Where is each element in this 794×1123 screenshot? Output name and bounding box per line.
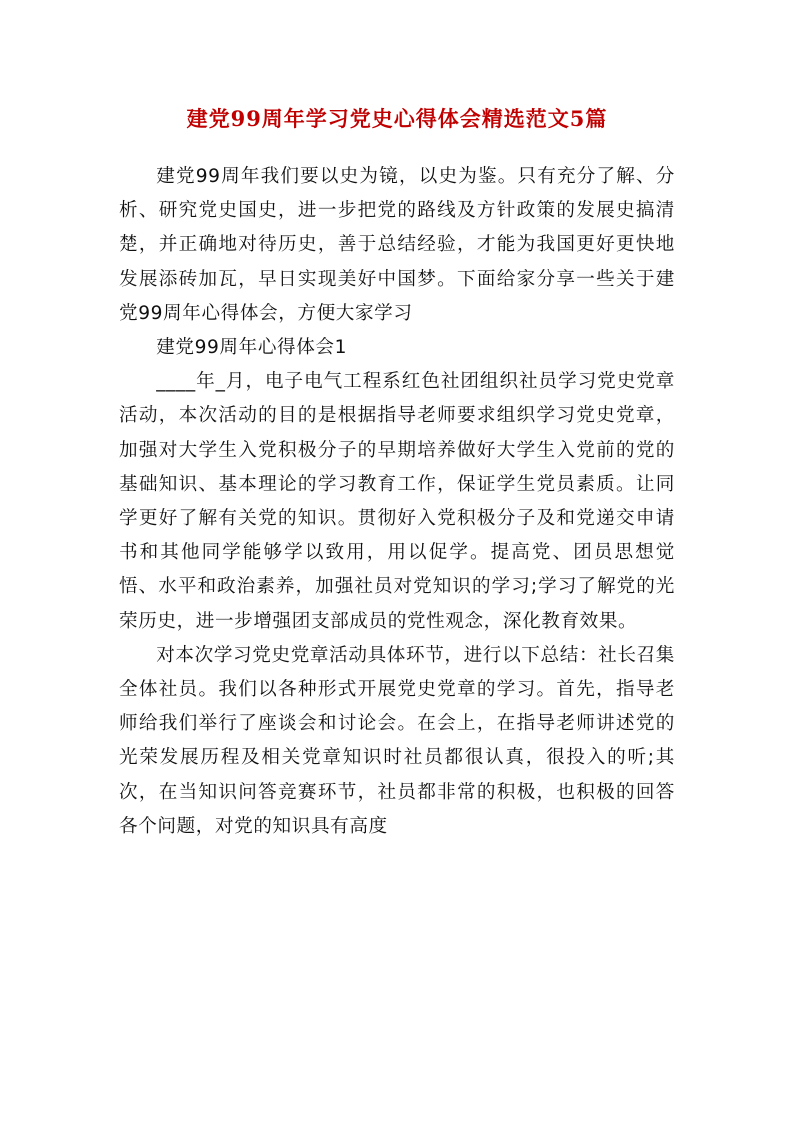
- body-paragraph: ____年_月，电子电气工程系红色社团组织社员学习党史党章活动，本次活动的目的是根据指导老师要求组织学习党史党章，加强对大学生入党积极分子的早期培养做好大学生入党前的党的基础知识、基本理论的学习教育工作，保证学生党员素质。让同学更好了解有关党的知识。贯彻好入党积极分子及和党递交申请书和其他同学能够学以致用，用以促学。提高党、团员思想觉悟、水平和政治素养，加强社员对党知识的学习;学习了解党的光荣历史，进一步增强团支部成员的党性观念，深化教育效果。: [119, 371, 675, 632]
- document-title: 建党99周年学习党史心得体会精选范文5篇: [186, 106, 608, 131]
- section-heading: 建党99周年心得体会1: [156, 337, 348, 359]
- document-body: [119, 160, 675, 844]
- intro-paragraph: 建党99周年我们要以史为镜，以史为鉴。只有充分了解、分析、研究党史国史，进一步把党的路线及方针政策的发展史搞清楚，并正确地对待历史，善于总结经验，才能为我国更好更快地发展添砖加瓦，早日实现美好中国梦。下面给家分享一些关于建党99周年心得体会，方便大家学习: [119, 166, 675, 324]
- body-paragraph: 对本次学习党史党章活动具体环节，进行以下总结：社长召集全体社员。我们以各种形式开展党史党章的学习。首先，指导老师给我们举行了座谈会和讨论会。在会上，在指导老师讲述党的光荣发展历程及相关党章知识时社员都很认真，很投入的听;其次，在当知识问答竞赛环节，社员都非常的积极，也积极的回答各个问题，对党的知识具有高度: [119, 644, 675, 837]
